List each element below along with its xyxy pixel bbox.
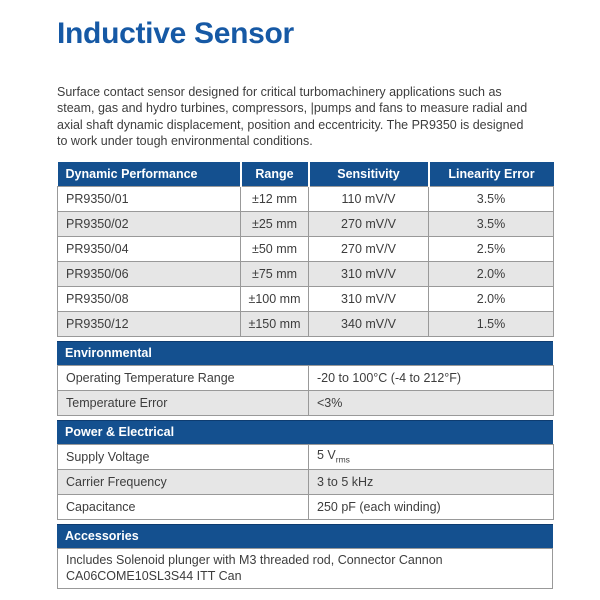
range-cell: ±25 mm xyxy=(241,211,309,236)
table-row xyxy=(58,211,554,236)
spec-value: 250 pF (each winding) xyxy=(309,494,554,519)
power-electrical-table xyxy=(57,444,554,520)
linearity-error-cell: 3.5% xyxy=(429,186,554,211)
table-row xyxy=(58,261,554,286)
column-header-linearity-error: Linearity Error xyxy=(429,162,554,186)
table-header-row xyxy=(58,162,554,186)
linearity-error-cell: 1.5% xyxy=(429,311,554,336)
table-row xyxy=(58,494,554,519)
table-row xyxy=(58,390,554,415)
table-row xyxy=(58,236,554,261)
spec-label: Operating Temperature Range xyxy=(58,365,309,390)
model-cell: PR9350/08 xyxy=(58,286,241,311)
model-cell: PR9350/12 xyxy=(58,311,241,336)
linearity-error-cell: 3.5% xyxy=(429,211,554,236)
product-description: Surface contact sensor designed for critical turbomachinery applications such as steam, gas and hydro turbines, compressors, |pumps and fans to measure radial and axial shaft dynamic displacement, position and eccentricity. The PR9350 is designed to work under tough environmental conditions. xyxy=(57,85,528,148)
accessories-content-box xyxy=(57,548,553,589)
range-cell: ±150 mm xyxy=(241,311,309,336)
spec-value: 3 to 5 kHz xyxy=(309,469,554,494)
table-row xyxy=(58,365,554,390)
spec-label: Capacitance xyxy=(58,494,309,519)
page-title: Inductive Sensor xyxy=(57,17,294,50)
range-cell: ±100 mm xyxy=(241,286,309,311)
spec-value: -20 to 100°C (-4 to 212°F) xyxy=(309,365,554,390)
spec-label: Temperature Error xyxy=(58,390,309,415)
column-header-range: Range xyxy=(241,162,309,186)
environmental-table xyxy=(57,365,554,416)
range-cell: ±50 mm xyxy=(241,236,309,261)
spec-value-subscript: rms xyxy=(335,454,350,465)
sensitivity-cell: 270 mV/V xyxy=(309,211,429,236)
table-row xyxy=(58,286,554,311)
linearity-error-cell: 2.0% xyxy=(429,261,554,286)
section-header-accessories: Accessories xyxy=(57,524,553,548)
accessories-text: Includes Solenoid plunger with M3 threaded rod, Connector Cannon CA06COME10SL3S44 ITT Can xyxy=(66,552,443,583)
model-cell: PR9350/01 xyxy=(58,186,241,211)
dynamic-performance-table xyxy=(57,162,554,337)
sensitivity-cell: 110 mV/V xyxy=(309,186,429,211)
sensitivity-cell: 270 mV/V xyxy=(309,236,429,261)
table-row xyxy=(58,469,554,494)
range-cell: ±75 mm xyxy=(241,261,309,286)
model-cell: PR9350/02 xyxy=(58,211,241,236)
model-cell: PR9350/04 xyxy=(58,236,241,261)
spec-label: Carrier Frequency xyxy=(58,469,309,494)
table-row xyxy=(58,311,554,336)
linearity-error-cell: 2.0% xyxy=(429,286,554,311)
table-row xyxy=(58,186,554,211)
column-header-sensitivity: Sensitivity xyxy=(309,162,429,186)
spec-label: Supply Voltage xyxy=(58,444,309,469)
spec-value xyxy=(309,444,554,469)
sensitivity-cell: 340 mV/V xyxy=(309,311,429,336)
model-cell: PR9350/06 xyxy=(58,261,241,286)
linearity-error-cell: 2.5% xyxy=(429,236,554,261)
section-header-environmental: Environmental xyxy=(57,341,553,365)
spec-value: <3% xyxy=(309,390,554,415)
sensitivity-cell: 310 mV/V xyxy=(309,286,429,311)
table-row xyxy=(58,444,554,469)
column-header-dynamic-performance: Dynamic Performance xyxy=(58,162,241,186)
spec-value-text: 5 V xyxy=(317,448,336,463)
sensitivity-cell: 310 mV/V xyxy=(309,261,429,286)
section-header-power-electrical: Power & Electrical xyxy=(57,420,553,444)
range-cell: ±12 mm xyxy=(241,186,309,211)
